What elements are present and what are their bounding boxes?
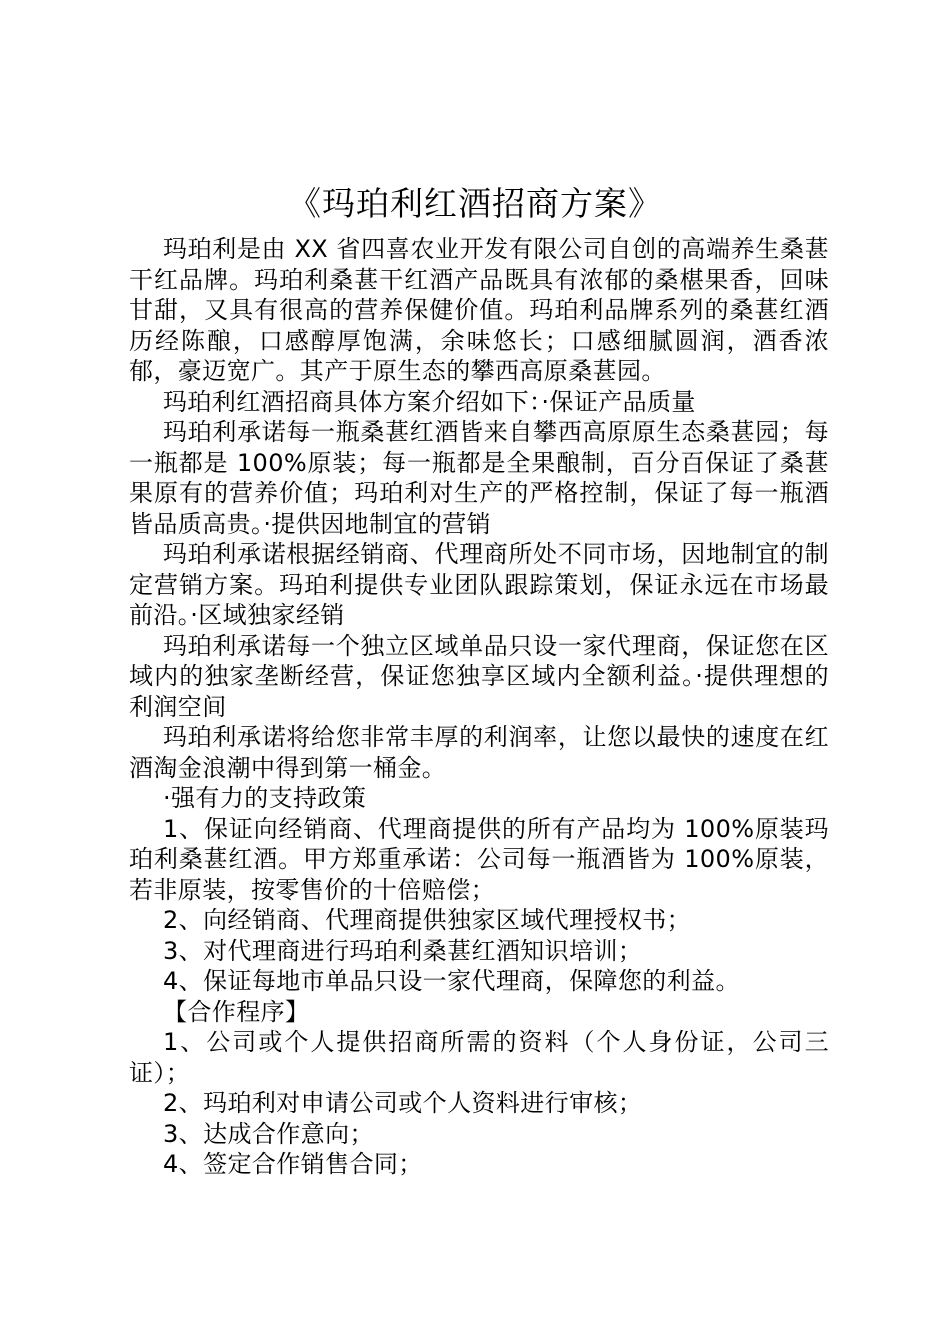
paragraph-intro: 玛珀利是由 XX 省四喜农业开发有限公司自创的高端养生桑葚干红品牌。玛珀利桑葚干红酒产品既具有浓郁的桑椹果香，回味甘甜，又具有很高的营养保健价值。玛珀利品牌系列的桑葚红酒历经陈酿，口感醇厚饱满，余味悠长；口感细腻圆润，酒香浓郁，豪迈宽广。其产于原生态的攀西高原桑葚园。	[129, 235, 829, 385]
paragraph-support-item-4: 4、保证每地市单品只设一家代理商，保障您的利益。	[163, 967, 740, 995]
paragraph-support-heading: ·强有力的支持政策	[163, 784, 367, 812]
document-title: 《玛珀利红酒招商方案》	[288, 184, 662, 223]
paragraph-support-item-1: 1、保证向经销商、代理商提供的所有产品均为 100%原装玛珀利桑葚红酒。甲方郑重承诺：公司每一瓶酒皆为 100%原装，若非原装，按零售价的十倍赔偿；	[129, 814, 829, 904]
paragraph-cooperation-step-3: 3、达成合作意向；	[163, 1119, 374, 1148]
paragraph-cooperation-step-4: 4、签定合作销售合同；	[163, 1150, 423, 1178]
document-body	[129, 234, 829, 1180]
paragraph-cooperation-step-1: 1、公司或个人提供招商所需的资料（个人身份证，公司三证）；	[129, 1028, 829, 1087]
paragraph-exclusive: 玛珀利承诺每一个独立区域单品只设一家代理商，保证您在区域内的独家垄断经营，保证您独享区域内全额利益。·提供理想的利润空间	[129, 631, 829, 721]
paragraph-quality: 玛珀利承诺每一瓶桑葚红酒皆来自攀西高原原生态桑葚园；每一瓶都是 100%原装；每一瓶都是全果酿制，百分百保证了桑葚果原有的营养价值；玛珀利对生产的严格控制，保证了每一瓶酒皆品质高贵。·提供因地制宜的营销	[129, 418, 829, 538]
paragraph-cooperation-heading: 【合作程序】	[163, 997, 310, 1026]
paragraph-profit: 玛珀利承诺将给您非常丰厚的利润率，让您以最快的速度在红酒淘金浪潮中得到第一桶金。	[129, 723, 829, 782]
paragraph-support-item-2: 2、向经销商、代理商提供独家区域代理授权书；	[163, 906, 692, 934]
paragraph-plan-intro: 玛珀利红酒招商具体方案介绍如下：·保证产品质量	[163, 387, 696, 416]
paragraph-support-item-3: 3、对代理商进行玛珀利桑葚红酒知识培训；	[163, 936, 643, 965]
paragraph-marketing: 玛珀利承诺根据经销商、代理商所处不同市场，因地制宜的制定营销方案。玛珀利提供专业团队跟踪策划，保证永远在市场最前沿。·区域独家经销	[129, 540, 829, 629]
paragraph-cooperation-step-2: 2、玛珀利对申请公司或个人资料进行审核；	[163, 1089, 643, 1117]
